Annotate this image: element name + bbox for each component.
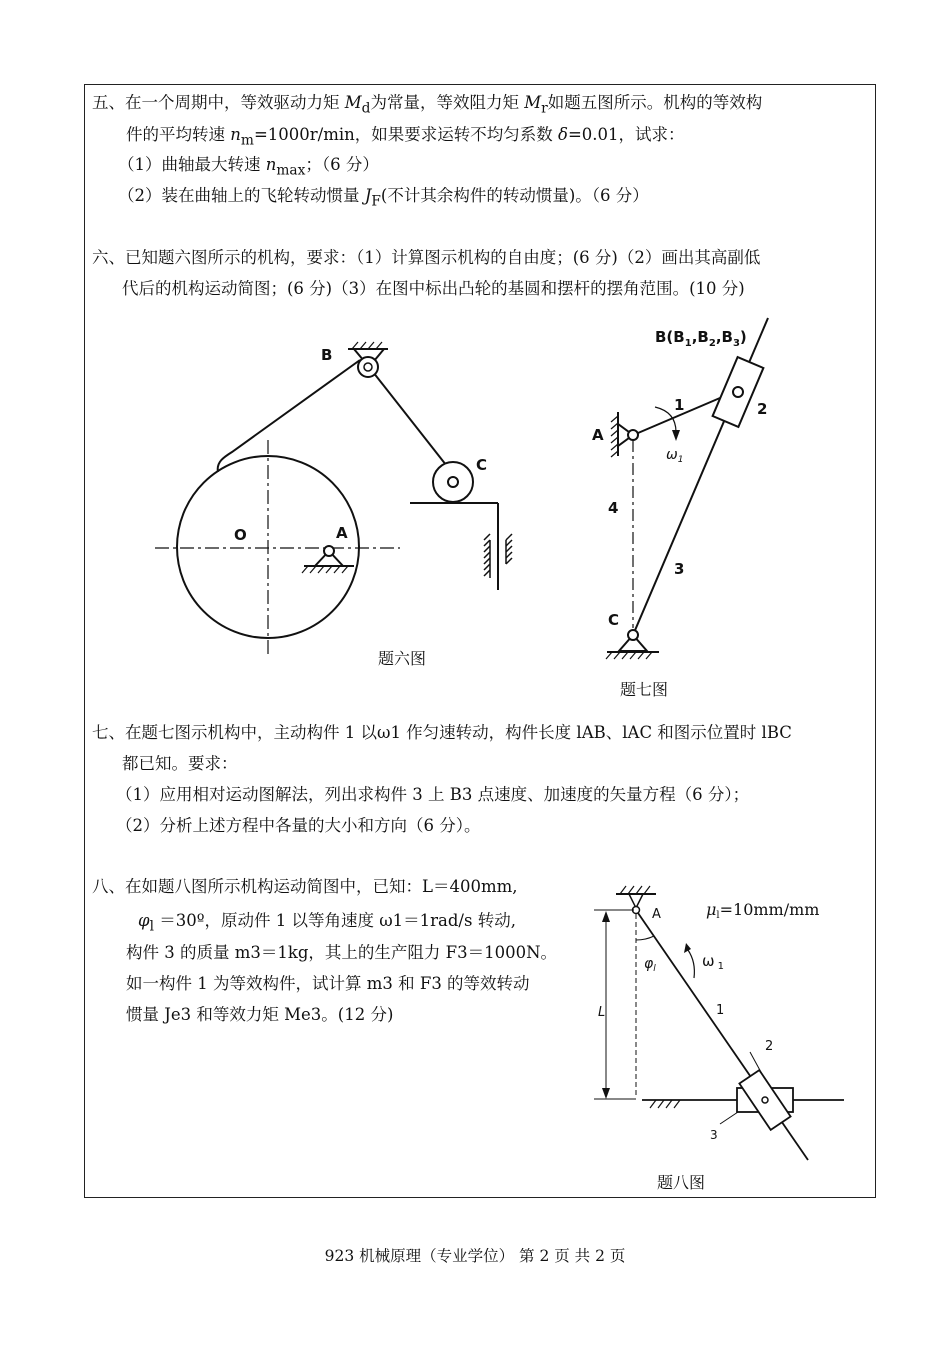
pivot-a	[324, 546, 334, 556]
q5-sub-1: （1）曲轴最大转速 $n_{max}$；（6 分）	[118, 155, 379, 179]
fig8-caption: 题八图	[657, 1173, 706, 1192]
fig7-label-1: 1	[674, 396, 685, 414]
fig7-label-3: 3	[674, 560, 685, 578]
omega8-arrow	[684, 943, 691, 953]
leader-2	[750, 1052, 762, 1074]
fig8-label-l: L	[598, 1005, 606, 1020]
fig8-label-a: A	[652, 907, 661, 922]
q8-line-4: 如一构件 1 为等效构件，试计算 m3 和 F3 的等效转动	[126, 974, 530, 993]
fig7-title: $B(B_1,B_2,B_3)$	[655, 328, 747, 349]
ground-c7-hatch	[606, 652, 652, 659]
omega8-arc	[688, 950, 694, 978]
phi-arc	[636, 936, 654, 940]
fig7-label-4: 4	[608, 499, 619, 517]
fig7-omega: $\omega_1$	[666, 447, 684, 465]
fig8-label-2: 2	[765, 1039, 774, 1054]
dim-arrow-bottom	[602, 1088, 610, 1099]
pivot-c7	[628, 630, 638, 640]
fig8-label-3: 3	[710, 1128, 718, 1142]
page-footer: 923 机械原理（专业学位） 第 2 页 共 2 页	[324, 1247, 626, 1265]
ground-a8-hatch	[620, 886, 650, 894]
pivot-a7	[628, 430, 638, 440]
fig6-label-a: A	[336, 524, 348, 542]
fig7-caption: 题七图	[620, 680, 669, 699]
q5-line-2: 件的平均转速 $n_m=1000r/\min$，如果要求运转不均匀系数 δ=0.01，试求：	[126, 125, 685, 149]
fig8-omega: ω $_1$	[702, 952, 724, 972]
ground-a7-hatch	[611, 416, 618, 457]
fig6-label-b: B	[321, 346, 333, 364]
omega-arrow	[672, 430, 680, 441]
pivot-b	[364, 363, 372, 371]
fig7-label-c: C	[608, 611, 620, 629]
follower-arm	[218, 360, 360, 472]
q6-line-1: 六、已知题六图所示的机构，要求：（1）计算图示机构的自由度；(6 分)（2）画出其高副低	[92, 248, 761, 267]
dim-arrow-top	[602, 911, 610, 922]
fig7-label-2: 2	[757, 400, 768, 418]
omega-arc	[655, 407, 676, 432]
q7-sub-1: （1）应用相对运动图解法，列出求构件 3 上 B3 点速度、加速度的矢量方程（6 分）；	[116, 785, 750, 804]
pin-f8	[762, 1097, 768, 1103]
q8-line-1: 八、在如题八图所示机构运动简图中，已知：L＝400mm,	[92, 877, 518, 896]
figure-8	[594, 886, 844, 1160]
ground-b-hatch	[352, 342, 382, 349]
arm-bc	[373, 372, 450, 470]
leader-3	[720, 1112, 738, 1124]
fig6-label-o: O	[234, 526, 247, 544]
fig8-label-1: 1	[716, 1003, 725, 1018]
q7-line-1: 七、在题七图示机构中，主动构件 1 以ω1 作匀速转动，构件长度 lAB、lAC 和图示位置时 lBC	[92, 723, 792, 742]
fig6-label-c: C	[476, 456, 488, 474]
q7-sub-2: （2）分析上述方程中各量的大小和方向（6 分）。	[116, 816, 481, 835]
figure-7	[606, 318, 768, 659]
ground-a-hatch	[302, 566, 348, 573]
pin-b	[733, 387, 743, 397]
q7-line-2: 都已知。要求：	[122, 754, 238, 773]
fig8-phi: $\varphi_l$	[644, 956, 656, 974]
q5-line-1: 五、在一个周期中，等效驱动力矩 $M_d$为常量，等效阻力矩 $M_r$如题五图所示。机构的等效构	[92, 93, 763, 117]
ground-f8-hatch	[650, 1100, 680, 1108]
q5-sub-2: （2）装在曲轴上的飞轮转动惯量 $J_F$(不计其余构件的转动惯量)。（6 分）	[118, 186, 649, 210]
q8-line-5: 惯量 Je3 和等效力矩 Me3。(12 分)	[126, 1005, 394, 1024]
fig6-caption: 题六图	[378, 649, 427, 668]
q6-line-2: 代后的机构运动简图；(6 分)（3）在图中标出凸轮的基圆和摆杆的摆角范围。(10 分)	[122, 279, 745, 298]
q8-line-3: 构件 3 的质量 m3＝1kg，其上的生产阻力 F3＝1000N。	[126, 943, 558, 962]
q8-line-2: $\varphi_l$ ＝30º，原动件 1 以等角速度 ω1＝1rad/s 转动,	[138, 911, 516, 935]
fig7-label-a: A	[592, 426, 604, 444]
figure-6	[155, 342, 512, 656]
roller-c-pin	[448, 477, 458, 487]
fig8-scale: μl=10mm/mm	[706, 900, 820, 921]
